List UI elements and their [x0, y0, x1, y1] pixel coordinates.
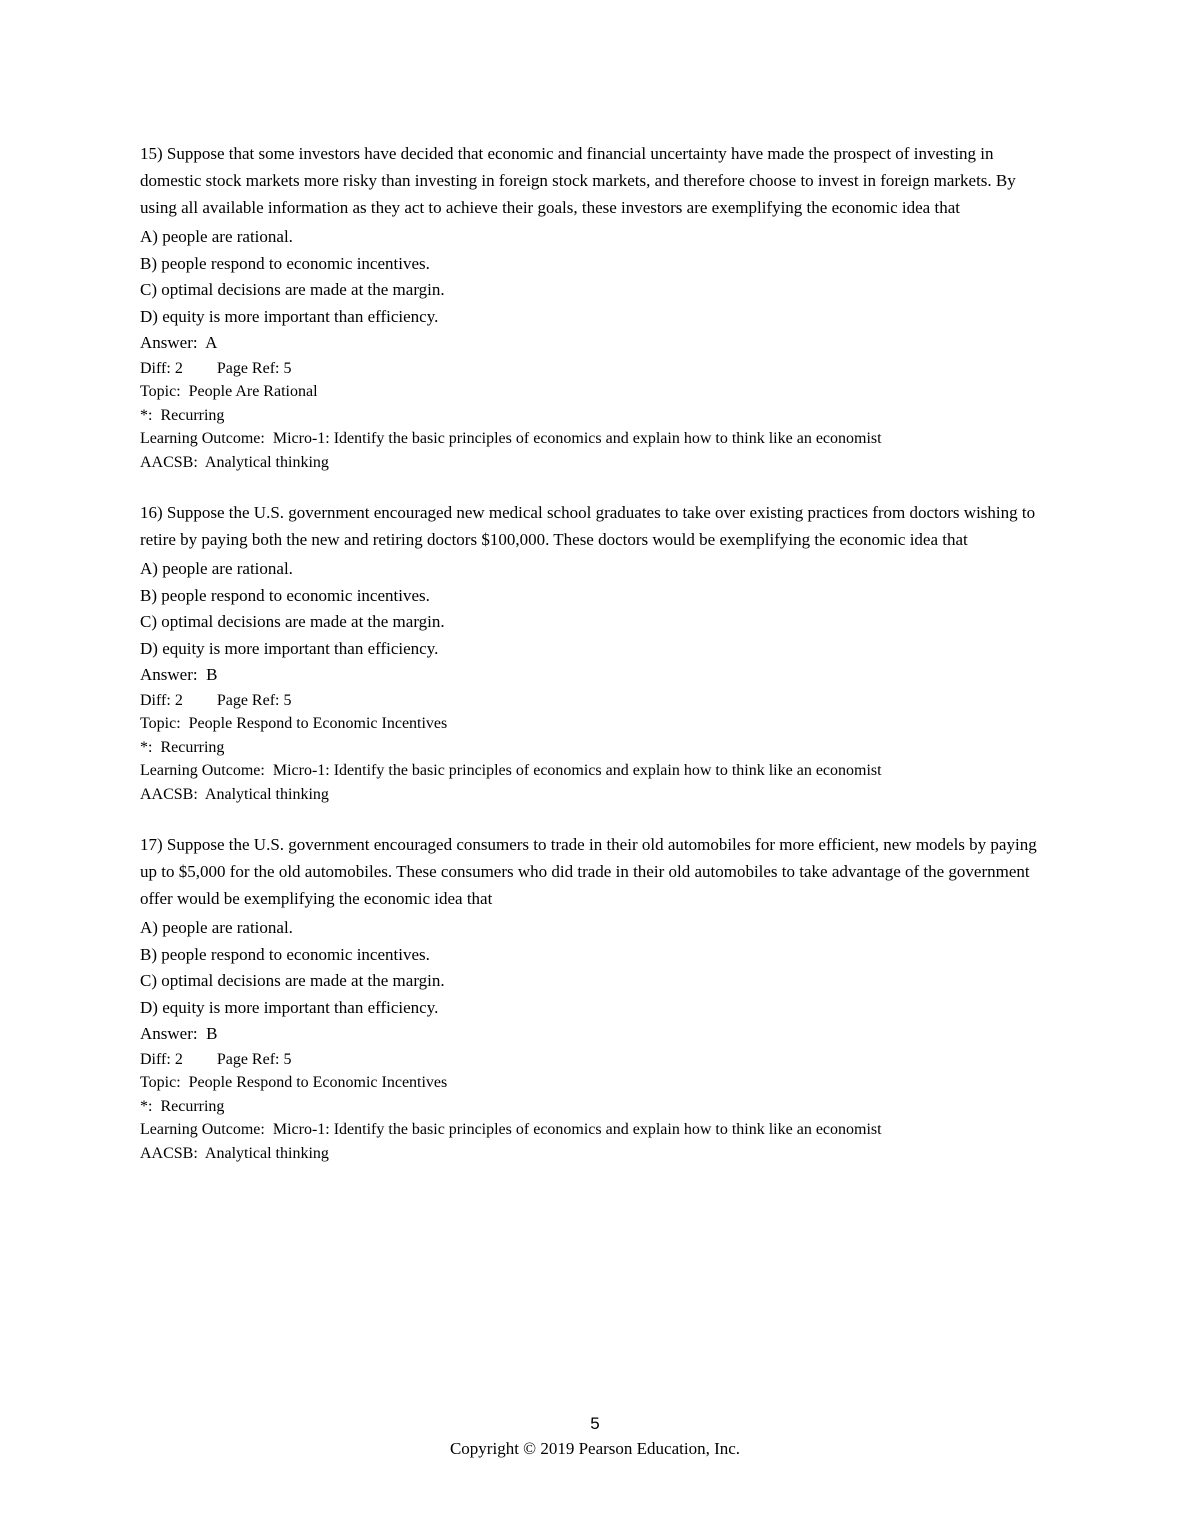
topic-line: Topic: People Are Rational [140, 383, 318, 400]
question-block-15 [140, 140, 1052, 474]
learning-outcome-line: Learning Outcome: Micro-1: Identify the basic principles of economics and explain how to think like an economist [140, 430, 882, 447]
pageref-value: Page Ref: 5 [216, 359, 292, 377]
choice-b: B) people respond to economic incentives. [140, 585, 430, 605]
choice-a: A) people are rational. [140, 559, 293, 578]
choice-d: D) equity is more important than efficiency. [140, 997, 439, 1017]
choice-b: B) people respond to economic incentives. [140, 944, 430, 964]
answer-line: Answer: B [140, 1024, 218, 1043]
topic-line: Topic: People Respond to Economic Incentives [140, 715, 448, 732]
recurring-line: *: Recurring [140, 406, 225, 424]
aacsb-line: AACSB: Analytical thinking [140, 1144, 329, 1162]
diff-pageref-line [140, 689, 1052, 713]
question-stem: 17) Suppose the U.S. government encouraged consumers to trade in their old automobiles for more efficient, new models by paying up to $5,000 for the old automobiles. These consumers who did trade in their old automobiles to take advantage of the government offer would be exemplifying the economic idea that [140, 835, 1037, 908]
learning-outcome-line: Learning Outcome: Micro-1: Identify the basic principles of economics and explain how to think like an economist [140, 762, 882, 779]
topic-line: Topic: People Respond to Economic Incentives [140, 1074, 448, 1091]
page-footer [0, 1412, 1190, 1462]
choice-c: C) optimal decisions are made at the margin. [140, 280, 445, 299]
pageref-value: Page Ref: 5 [216, 1050, 292, 1068]
learning-outcome-line: Learning Outcome: Micro-1: Identify the basic principles of economics and explain how to think like an economist [140, 1121, 882, 1138]
question-block-16 [140, 499, 1052, 806]
choice-a: A) people are rational. [140, 227, 293, 246]
page-number: 5 [590, 1414, 600, 1433]
diff-pageref-line [140, 1048, 1052, 1072]
diff-value: Diff: 2 [140, 359, 183, 377]
answer-line: Answer: B [140, 665, 218, 684]
diff-value: Diff: 2 [140, 691, 183, 709]
recurring-line: *: Recurring [140, 738, 225, 756]
question-block-17 [140, 831, 1052, 1165]
page-content [140, 140, 1052, 1190]
choice-c: C) optimal decisions are made at the margin. [140, 612, 445, 631]
diff-pageref-line [140, 357, 1052, 381]
question-stem: 15) Suppose that some investors have decided that economic and financial uncertainty have made the prospect of investing in domestic stock markets more risky than investing in foreign stock markets, and therefore choose to invest in foreign markets. By using all available information as they act to achieve their goals, these investors are exemplifying the economic idea that [140, 144, 1016, 217]
choice-d: D) equity is more important than efficiency. [140, 638, 439, 658]
choice-d: D) equity is more important than efficiency. [140, 306, 439, 326]
choice-a: A) people are rational. [140, 918, 293, 937]
recurring-line: *: Recurring [140, 1097, 225, 1115]
choice-b: B) people respond to economic incentives. [140, 253, 430, 273]
question-stem: 16) Suppose the U.S. government encouraged new medical school graduates to take over existing practices from doctors wishing to retire by paying both the new and retiring doctors $100,000. These doctors would be exemplifying the economic idea that [140, 503, 1036, 549]
aacsb-line: AACSB: Analytical thinking [140, 453, 329, 471]
aacsb-line: AACSB: Analytical thinking [140, 785, 329, 803]
answer-line: Answer: A [140, 333, 218, 352]
choice-c: C) optimal decisions are made at the margin. [140, 971, 445, 990]
diff-value: Diff: 2 [140, 1050, 183, 1068]
pageref-value: Page Ref: 5 [216, 691, 292, 709]
copyright-notice: Copyright © 2019 Pearson Education, Inc. [449, 1439, 741, 1458]
